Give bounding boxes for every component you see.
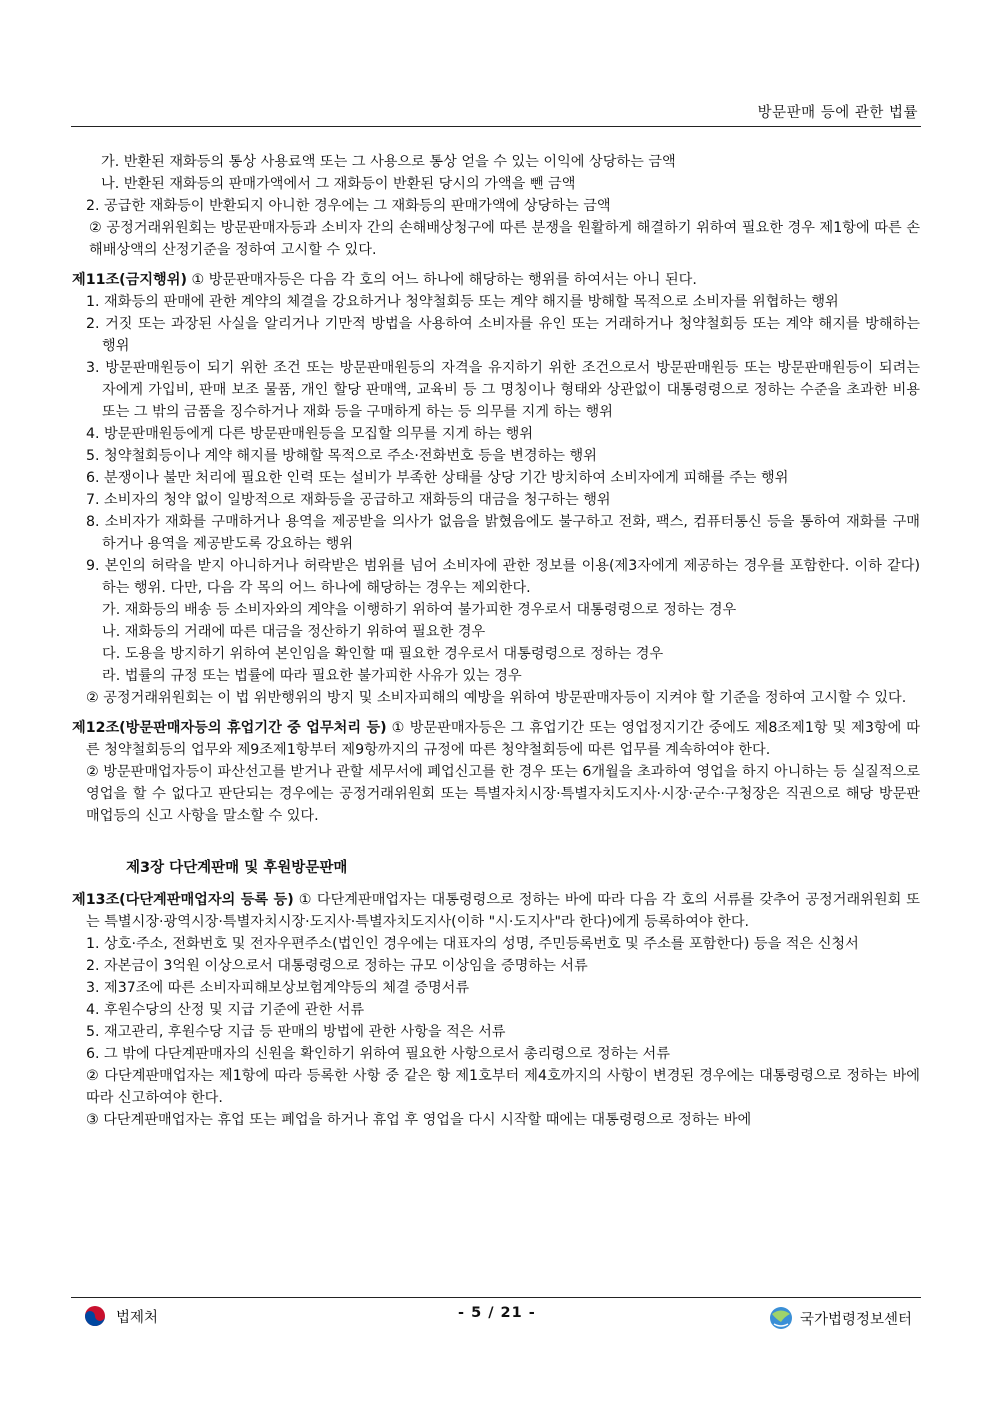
- article-11-item-3: 3. 방문판매원등이 되기 위한 조건 또는 방문판매원등의 자격을 유지하기 위한 조건으로서 방문판매원등 또는 방문판매원등이 되려는 자에게 가입비, 판매 보조 물품, 개인 할당 판매액, 교육비 등 그 명칭이나 형태와 상관없이 대통령령으로 정하는 수준을 초과한 비용 또는 그 밖의 금품을 징수하거나 재화 등을 구매하게 하는 등 의무를 지게 하는 행위: [86, 360, 920, 420]
- article-11-subitem-ga: 가. 재화등의 배송 등 소비자와의 계약을 이행하기 위하여 불가피한 경우로서 대통령령으로 정하는 경우: [102, 602, 737, 618]
- header-rule: [71, 126, 921, 127]
- article-13-item-4: 4. 후원수당의 산정 및 지급 기준에 관한 서류: [86, 1002, 365, 1018]
- footer-right: [768, 1305, 912, 1331]
- article-12-para-2: ② 방문판매업자등이 파산선고를 받거나 관할 세무서에 폐업신고를 한 경우 또는 6개월을 초과하여 영업을 하지 아니하는 등 실질적으로 영업을 할 수 없다고 판단되는 경우에는 공정거래위원회 또는 특별자치시장·특별자치도지사·시장·군수·구청장은 직권으로 해당 방문판매업등의 신고 사항을 말소할 수 있다.: [86, 764, 920, 824]
- footer-left: [84, 1305, 158, 1327]
- article-11-subitem-na: 나. 재화등의 거래에 따른 대금을 정산하기 위하여 필요한 경우: [102, 624, 486, 640]
- taegeuk-icon: [84, 1305, 106, 1327]
- article-13-heading: 제13조(다단계판매업자의 등록 등): [72, 892, 294, 908]
- article-13-item-5: 5. 재고관리, 후원수당 지급 등 판매의 방법에 관한 사항을 적은 서류: [86, 1024, 506, 1040]
- article-11-item-6: 6. 분쟁이나 불만 처리에 필요한 인력 또는 설비가 부족한 상태를 상당 기간 방치하여 소비자에게 피해를 주는 행위: [86, 470, 789, 486]
- line-para-2: ② 공정거래위원회는 방문판매자등과 소비자 간의 손해배상청구에 따른 분쟁을 원활하게 해결하기 위하여 필요한 경우 제1항에 따른 손해배상액의 산정기준을 정하여 고시할 수 있다.: [89, 220, 920, 258]
- article-13-item-6: 6. 그 밖에 다단계판매자의 신원을 확인하기 위하여 필요한 사항으로서 총리령으로 정하는 서류: [86, 1046, 670, 1062]
- article-11-intro-text: ① 방문판매자등은 다음 각 호의 어느 하나에 해당하는 행위를 하여서는 아니 된다.: [186, 272, 697, 288]
- line-item-2: 2. 공급한 재화등이 반환되지 아니한 경우에는 그 재화등의 판매가액에 상당하는 금액: [86, 198, 611, 214]
- article-11-subitem-da: 다. 도용을 방지하기 위하여 본인임을 확인할 때 필요한 경우로서 대통령령으로 정하는 경우: [102, 646, 664, 662]
- article-13-item-2: 2. 자본금이 3억원 이상으로서 대통령령으로 정하는 규모 이상임을 증명하는 서류: [86, 958, 588, 974]
- page-number: - 5 / 21 -: [458, 1305, 536, 1321]
- globe-icon: [768, 1305, 794, 1331]
- line-ga: 가. 반환된 재화등의 통상 사용료액 또는 그 사용으로 통상 얻을 수 있는 이익에 상당하는 금액: [101, 154, 676, 170]
- article-11-item-8: 8. 소비자가 재화를 구매하거나 용역을 제공받을 의사가 없음을 밝혔음에도 불구하고 전화, 팩스, 컴퓨터통신 등을 통하여 재화를 구매하거나 용역을 제공받도록 강요하는 행위: [86, 514, 920, 552]
- article-13-intro: [72, 889, 920, 933]
- article-13-item-1: 1. 상호·주소, 전화번호 및 전자우편주소(법인인 경우에는 대표자의 성명, 주민등록번호 및 주소를 포함한다) 등을 적은 신청서: [86, 936, 859, 952]
- article-11-item-2: 2. 거짓 또는 과장된 사실을 알리거나 기만적 방법을 사용하여 소비자를 유인 또는 거래하거나 청약철회등 또는 계약 해지를 방해하는 행위: [86, 316, 920, 354]
- article-11-item-9: 9. 본인의 허락을 받지 아니하거나 허락받은 범위를 넘어 소비자에 관한 정보를 이용(제3자에게 제공하는 경우를 포함한다. 이하 같다)하는 행위. 다만, 다음 각 목의 어느 하나에 해당하는 경우는 제외한다.: [86, 558, 920, 596]
- article-11-para-2: ② 공정거래위원회는 이 법 위반행위의 방지 및 소비자피해의 예방을 위하여 방문판매자등이 지켜야 할 기준을 정하여 고시할 수 있다.: [86, 690, 907, 706]
- article-13-intro-text: ① 다단계판매업자는 대통령령으로 정하는 바에 따라 다음 각 호의 서류를 갖추어 공정거래위원회 또는 특별시장·광역시장·특별자치시장·도지사·특별자치도지사(이하 "시·도지사"라 한다)에게 등록하여야 한다.: [86, 892, 920, 930]
- document-body: [72, 151, 920, 1131]
- document-header-title: 방문판매 등에 관한 법률: [757, 105, 918, 121]
- article-13-para-2: ② 다단계판매업자는 제1항에 따라 등록한 사항 중 같은 항 제1호부터 제4호까지의 사항이 변경된 경우에는 대통령령으로 정하는 바에 따라 신고하여야 한다.: [86, 1068, 920, 1106]
- article-13-item-3: 3. 제37조에 따른 소비자피해보상보험계약등의 체결 증명서류: [86, 980, 470, 996]
- article-11-subitem-ra: 라. 법률의 규정 또는 법률에 따라 필요한 불가피한 사유가 있는 경우: [102, 668, 522, 684]
- article-11-item-7: 7. 소비자의 청약 없이 일방적으로 재화등을 공급하고 재화등의 대금을 청구하는 행위: [86, 492, 611, 508]
- article-13-para-3: ③ 다단계판매업자는 휴업 또는 폐업을 하거나 휴업 후 영업을 다시 시작할 때에는 대통령령으로 정하는 바에: [86, 1112, 752, 1128]
- footer-right-label: 국가법령정보센터: [799, 1311, 912, 1328]
- article-11-item-5: 5. 청약철회등이나 계약 해지를 방해할 목적으로 주소·전화번호 등을 변경하는 행위: [86, 448, 597, 464]
- footer-rule: [71, 1297, 921, 1298]
- footer-left-label: 법제처: [116, 1309, 159, 1326]
- article-11-heading: 제11조(금지행위): [72, 272, 187, 288]
- article-11-item-1: 1. 재화등의 판매에 관한 계약의 체결을 강요하거나 청약철회등 또는 계약 해지를 방해할 목적으로 소비자를 위협하는 행위: [86, 294, 839, 310]
- article-12-para-1: [72, 717, 920, 761]
- page-footer: [0, 1300, 992, 1340]
- article-11-intro: [72, 269, 920, 291]
- line-na: 나. 반환된 재화등의 판매가액에서 그 재화등이 반환된 당시의 가액을 뺀 금액: [101, 176, 576, 192]
- article-12-para-1-text: ① 방문판매자등은 그 휴업기간 또는 영업정지기간 중에도 제8조제1항 및 제3항에 따른 청약철회등의 업무와 제9조제1항부터 제9항까지의 규정에 따른 청약철회등에 따른 업무를 계속하여야 한다.: [86, 720, 920, 758]
- article-11-item-4: 4. 방문판매원등에게 다른 방문판매원등을 모집할 의무를 지게 하는 행위: [86, 426, 534, 442]
- article-12-heading: 제12조(방문판매자등의 휴업기간 중 업무처리 등): [72, 720, 387, 736]
- chapter-3-title: 제3장 다단계판매 및 후원방문판매: [126, 860, 348, 876]
